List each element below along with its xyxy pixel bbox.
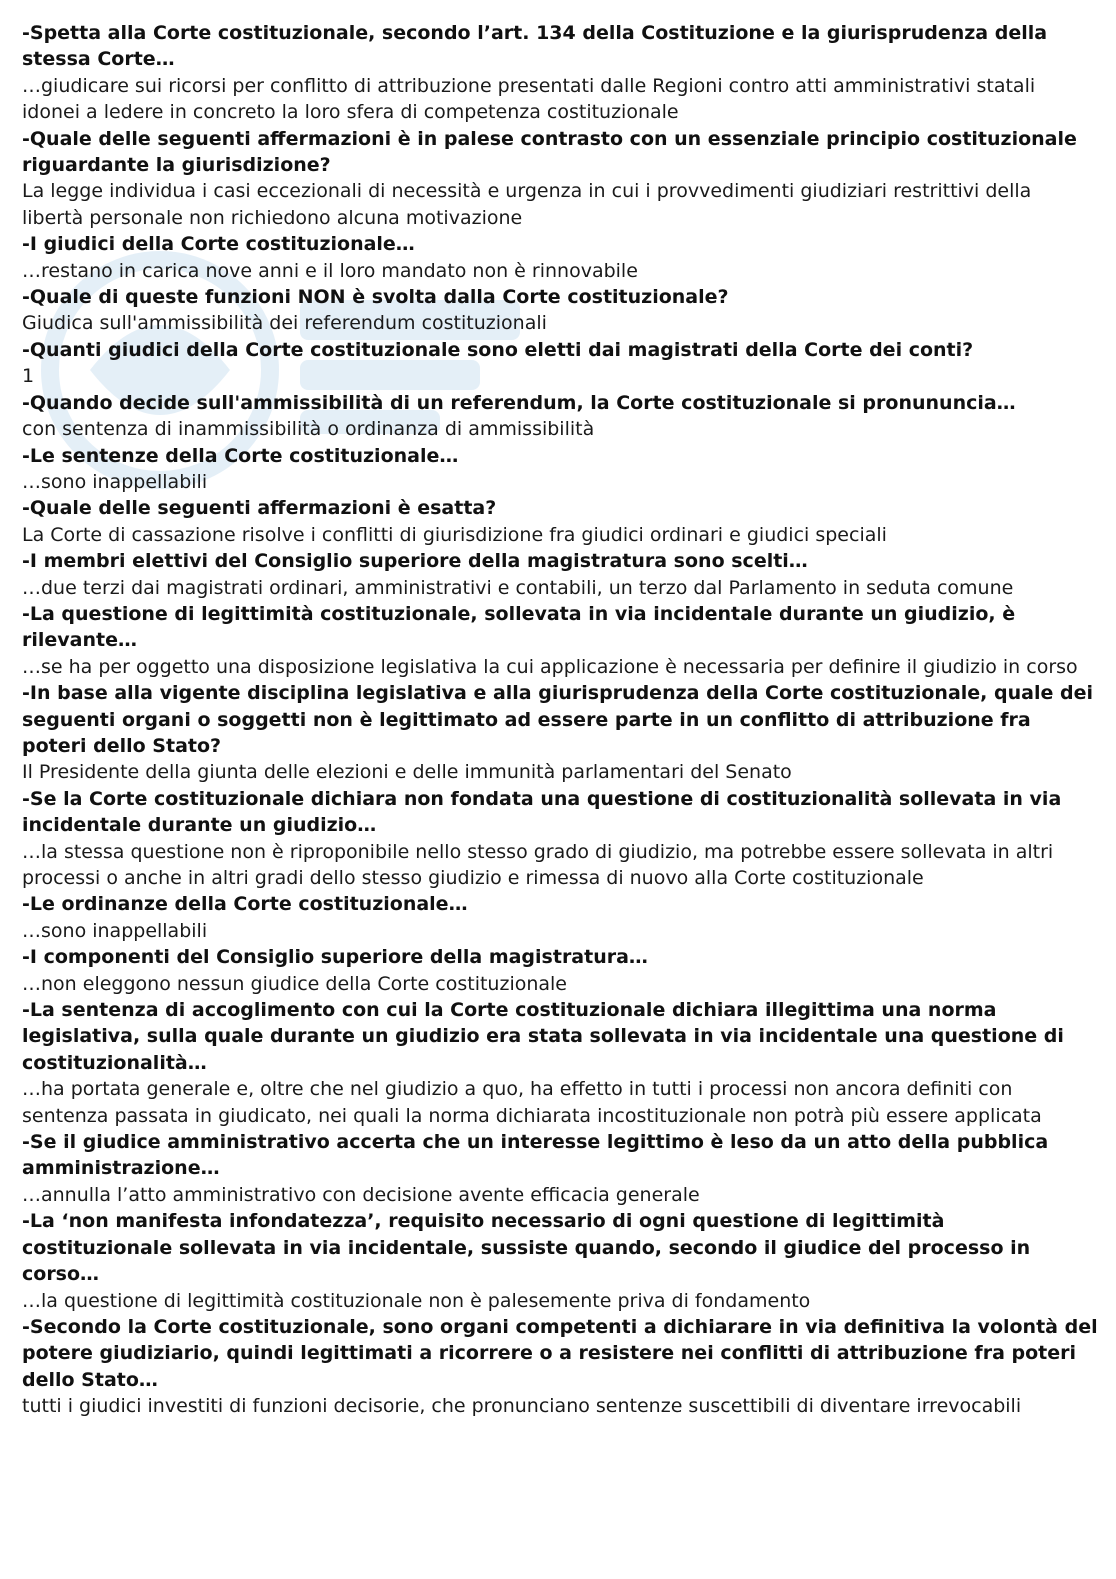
qa-item <box>22 997 1098 1129</box>
answer: …la questione di legittimità costituzionale non è palesemente priva di fondamento <box>22 1289 811 1312</box>
question: -Quale di queste funzioni NON è svolta dalla Corte costituzionale? <box>22 286 729 309</box>
qa-item <box>22 1314 1098 1420</box>
answer: …sono inappellabili <box>22 470 208 493</box>
answer: Giudica sull'ammissibilità dei referendum costituzionali <box>22 312 547 335</box>
qa-item <box>22 944 1098 997</box>
answer: tutti i giudici investiti di funzioni decisorie, che pronunciano sentenze suscettibili di diventare irrevocabili <box>22 1395 1022 1418</box>
question: -Spetta alla Corte costituzionale, secondo l’art. 134 della Costituzione e la giurisprudenza della stessa Corte… <box>22 22 1048 71</box>
question: -Quale delle seguenti affermazioni è in palese contrasto con un essenziale principio costituzionale riguardante la giurisdizione? <box>22 127 1077 177</box>
qa-item <box>22 891 1098 944</box>
answer: …se ha per oggetto una disposizione legislativa la cui applicazione è necessaria per definire il giudizio in corso <box>22 655 1078 678</box>
question: -I giudici della Corte costituzionale… <box>22 233 415 256</box>
answer: …ha portata generale e, oltre che nel giudizio a quo, ha effetto in tutti i processi non ancora definiti con sentenza passata in giudicato, nei quali la norma dichiarata incostituzionale non potrà più essere applicata <box>22 1078 1042 1127</box>
qa-item <box>22 337 1098 390</box>
qa-item <box>22 390 1098 443</box>
question: -I componenti del Consiglio superiore della magistratura… <box>22 946 648 969</box>
qa-item <box>22 601 1098 680</box>
question: -Se la Corte costituzionale dichiara non fondata una questione di costituzionalità sollevata in via incidentale durante un giudizio… <box>22 787 1062 837</box>
answer: …la stessa questione non è riproponibile nello stesso grado di giudizio, ma potrebbe essere sollevata in altri processi o anche in altri gradi dello stesso giudizio e rimessa di nuovo alla Corte costituzionale <box>22 840 1054 889</box>
answer: La legge individua i casi eccezionali di necessità e urgenza in cui i provvedimenti giudiziari restrittivi della libertà personale non richiedono alcuna motivazione <box>22 180 1032 229</box>
answer: con sentenza di inammissibilità o ordinanza di ammissibilità <box>22 418 595 441</box>
qa-item <box>22 786 1098 892</box>
answer: La Corte di cassazione risolve i conflitti di giurisdizione fra giudici ordinari e giudici speciali <box>22 523 887 546</box>
qa-item <box>22 126 1098 232</box>
question: -Quanti giudici della Corte costituzionale sono eletti dai magistrati della Corte dei conti? <box>22 338 974 361</box>
question: -Quale delle seguenti affermazioni è esatta? <box>22 497 497 520</box>
question: -La questione di legittimità costituzionale, sollevata in via incidentale durante un giudizio, è rilevante… <box>22 602 1016 652</box>
qa-item <box>22 1208 1098 1314</box>
question: -I membri elettivi del Consiglio superiore della magistratura sono scelti… <box>22 550 808 573</box>
qa-item <box>22 284 1098 337</box>
answer: …non eleggono nessun giudice della Corte costituzionale <box>22 972 567 995</box>
answer: Il Presidente della giunta delle elezioni e delle immunità parlamentari del Senato <box>22 761 792 784</box>
question: -La sentenza di accoglimento con cui la Corte costituzionale dichiara illegittima una norma legislativa, sulla quale durante un giudizio era stata sollevata in via incidentale una questione di costituzionalità… <box>22 999 1064 1074</box>
answer: 1 <box>22 365 35 388</box>
qa-item <box>22 1129 1098 1208</box>
qa-document <box>22 20 1098 1420</box>
qa-item <box>22 680 1098 786</box>
question: -Se il giudice amministrativo accerta che un interesse legittimo è leso da un atto della pubblica amministrazione… <box>22 1131 1049 1180</box>
answer: …due terzi dai magistrati ordinari, amministrativi e contabili, un terzo dal Parlamento in seduta comune <box>22 576 1014 599</box>
question: -Quando decide sull'ammissibilità di un referendum, la Corte costituzionale si pronununcia… <box>22 391 1016 414</box>
qa-item <box>22 231 1098 284</box>
qa-item <box>22 443 1098 496</box>
answer: …giudicare sui ricorsi per conflitto di attribuzione presentati dalle Regioni contro atti amministrativi statali idonei a ledere in concreto la loro sfera di competenza costituzionale <box>22 74 1036 124</box>
question: -La ‘non manifesta infondatezza’, requisito necessario di ogni questione di legittimità costituzionale sollevata in via incidentale, sussiste quando, secondo il giudice del processo in corso… <box>22 1210 1031 1286</box>
qa-item <box>22 548 1098 601</box>
question: -Le sentenze della Corte costituzionale… <box>22 444 459 467</box>
question: -In base alla vigente disciplina legislativa e alla giurisprudenza della Corte costituzionale, quale dei seguenti organi o soggetti non è legittimato ad essere parte in un conflitto di attribuzione fra poteri dello Stato? <box>22 682 1093 757</box>
answer: …restano in carica nove anni e il loro mandato non è rinnovabile <box>22 259 638 282</box>
answer: …sono inappellabili <box>22 919 208 942</box>
answer: …annulla l’atto amministrativo con decisione avente efficacia generale <box>22 1183 700 1206</box>
qa-item <box>22 495 1098 548</box>
qa-item <box>22 20 1098 126</box>
question: -Secondo la Corte costituzionale, sono organi competenti a dichiarare in via definitiva la volontà del potere giudiziario, quindi legittimati a ricorrere o a resistere nei conflitti di attribuzione fra poteri dello Stato… <box>22 1315 1098 1391</box>
question: -Le ordinanze della Corte costituzionale… <box>22 893 468 916</box>
